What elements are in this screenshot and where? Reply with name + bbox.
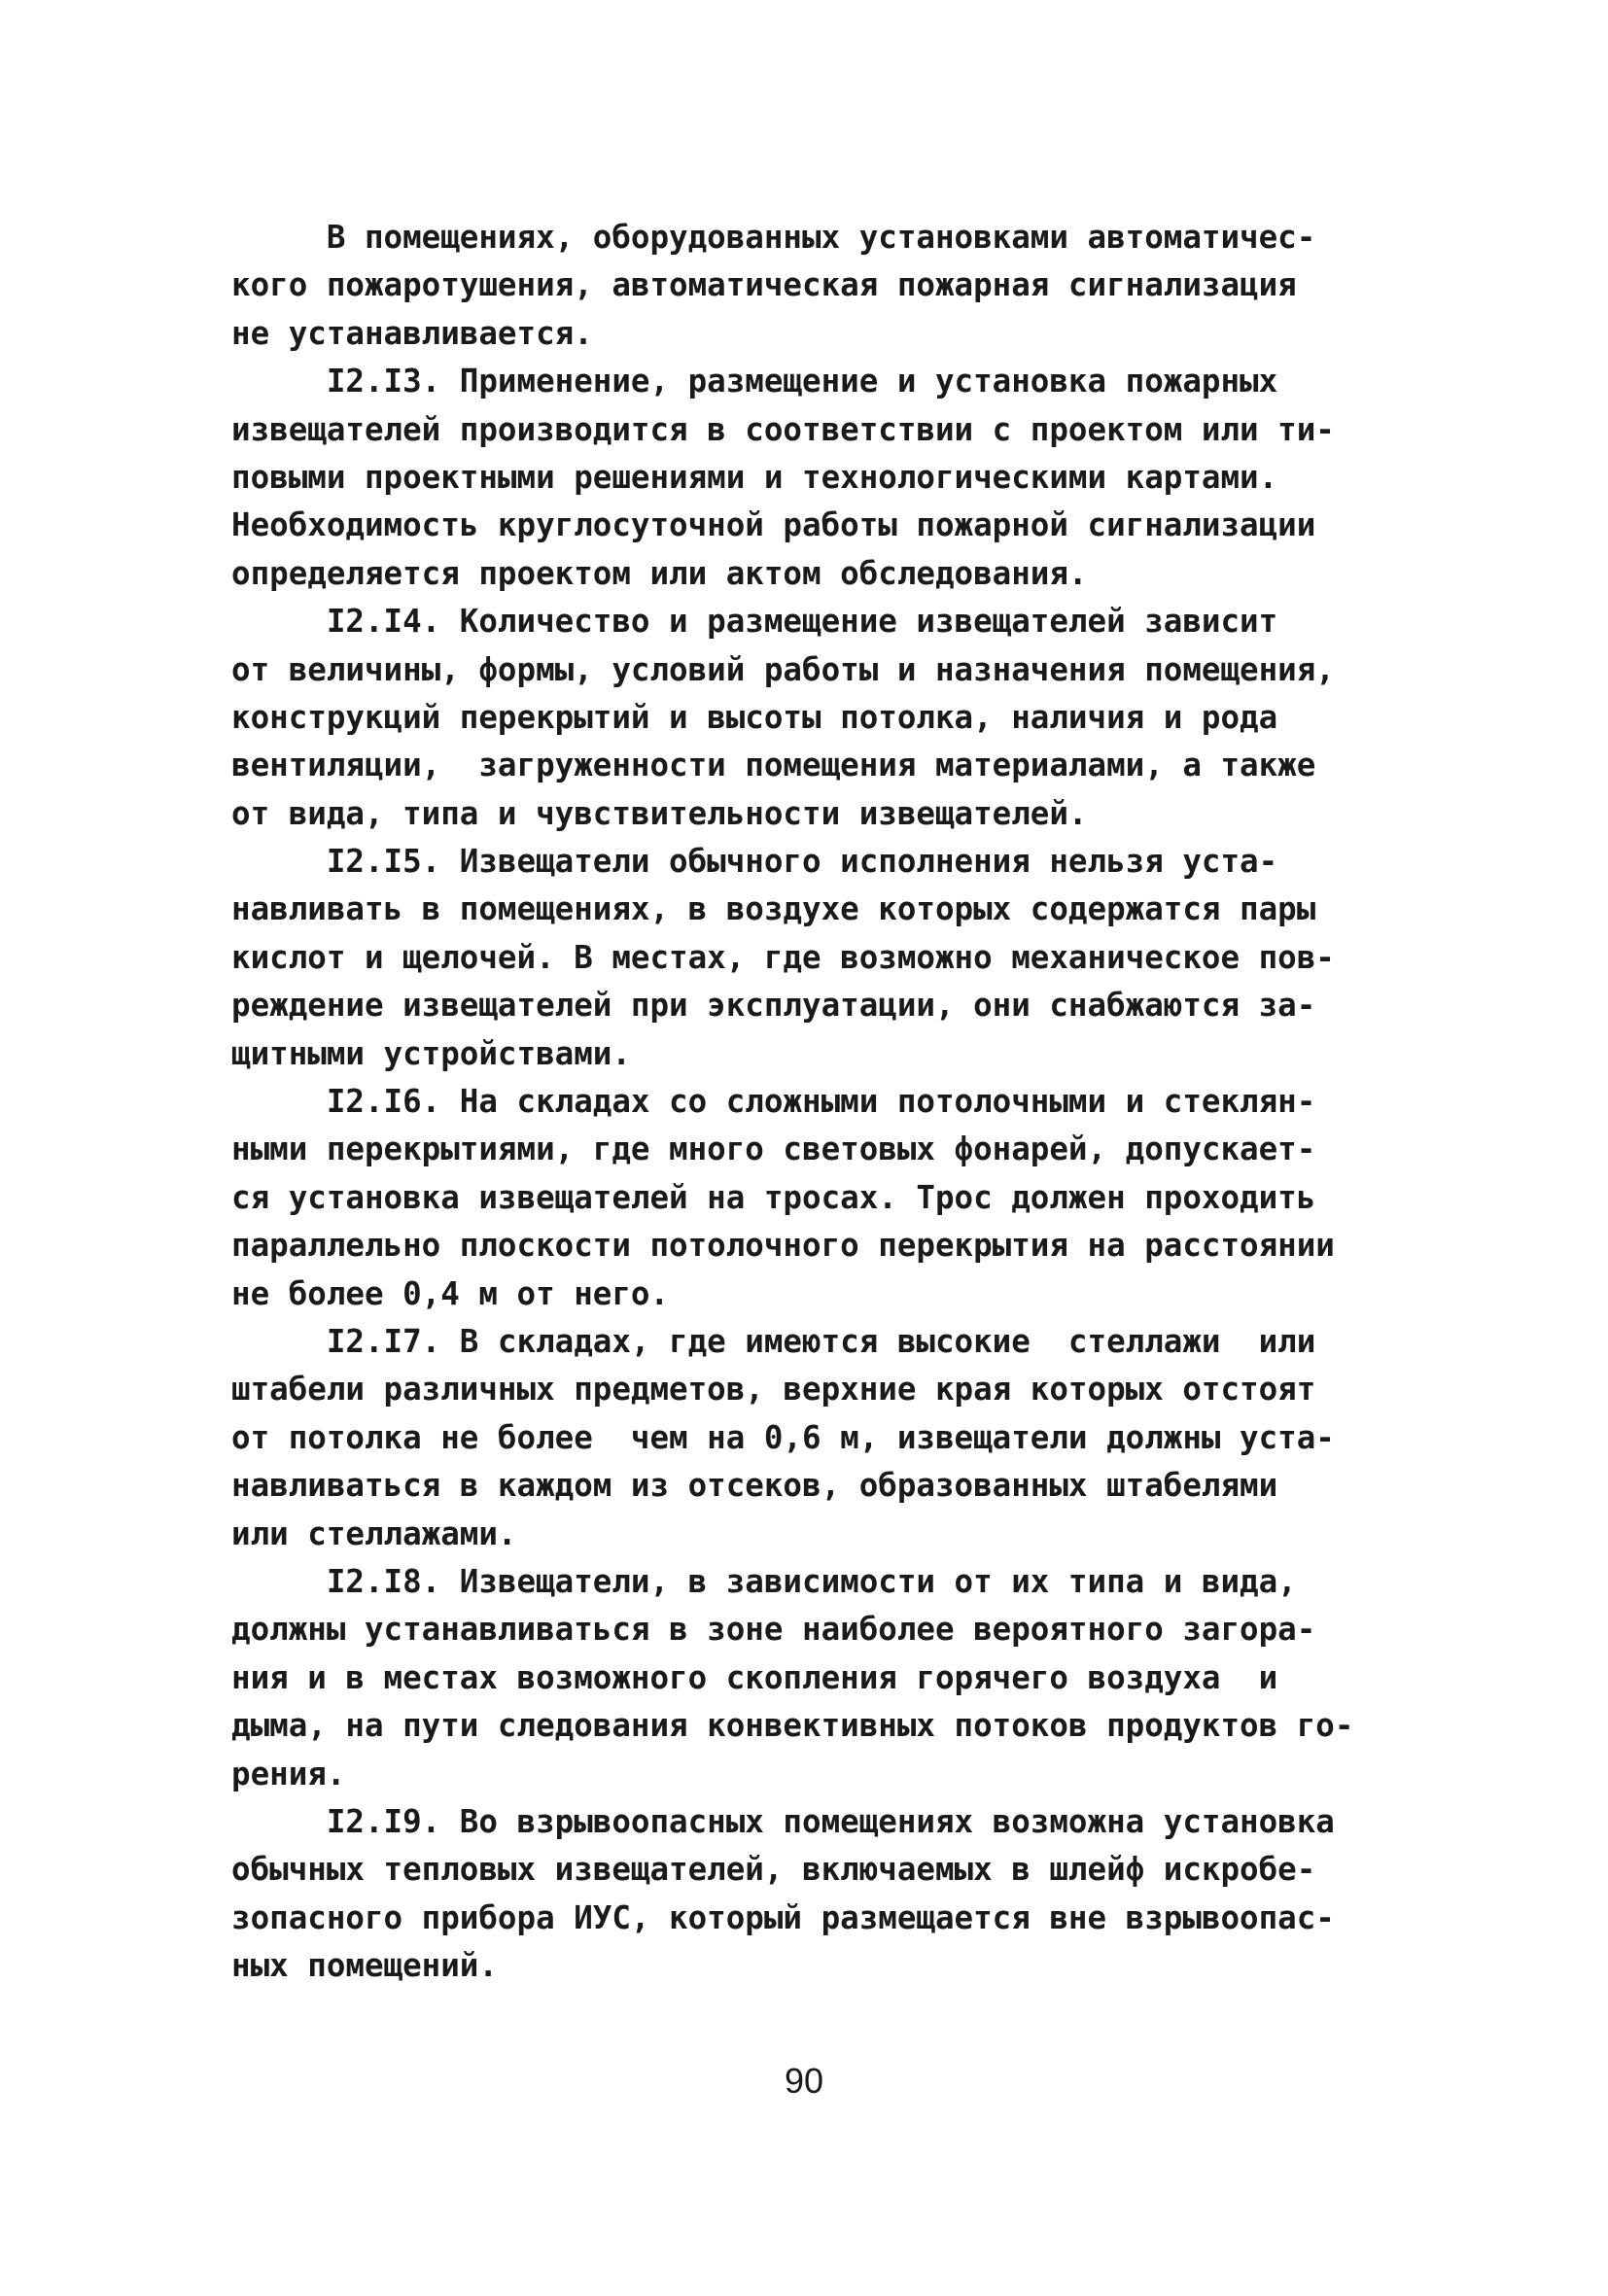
text-line: не устанавливается.: [231, 314, 593, 352]
text-line: навливаться в каждом из отсеков, образованных штабелями: [231, 1467, 1278, 1505]
text-line: от потолка не более чем на 0,6 м, извещатели должны уста-: [231, 1418, 1335, 1456]
text-line: от величины, формы, условий работы и назначения помещения,: [231, 650, 1335, 688]
text-line: извещателей производится в соответствии с проектом или ти-: [231, 410, 1335, 448]
text-line: параллельно плоскости потолочного перекрытия на расстоянии: [231, 1227, 1335, 1265]
text-line: обычных тепловых извещателей, включаемых в шлейф искробе-: [231, 1851, 1316, 1889]
text-line: повыми проектными решениями и технологическими картами.: [231, 458, 1278, 496]
text-line: В помещениях, оборудованных установками автоматичес-: [231, 219, 1316, 256]
text-line: I2.I7. В складах, где имеются высокие стеллажи или: [231, 1322, 1316, 1360]
text-line: определяется проектом или актом обследования.: [231, 554, 1088, 592]
text-line: Необходимость круглосуточной работы пожарной сигнализации: [231, 506, 1316, 544]
text-line: кого пожаротушения, автоматическая пожарная сигнализация: [231, 266, 1297, 304]
text-line: ния и в местах возможного скопления горячего воздуха и: [231, 1658, 1278, 1696]
text-line: дыма, на пути следования конвективных потоков продуктов го-: [231, 1707, 1354, 1745]
page-number: 90: [784, 2061, 824, 2101]
text-line: I2.I8. Извещатели, в зависимости от их типа и вида,: [231, 1562, 1297, 1600]
text-line: реждение извещателей при эксплуатации, они снабжаются за-: [231, 987, 1316, 1025]
text-line: ся установка извещателей на тросах. Трос должен проходить: [231, 1178, 1316, 1216]
text-line: не более 0,4 м от него.: [231, 1274, 670, 1312]
text-line: вентиляции, загруженности помещения материалами, а также: [231, 747, 1316, 784]
body-text: [231, 214, 1379, 1990]
text-line: кислот и щелочей. В местах, где возможно механическое пов-: [231, 938, 1335, 976]
text-line: щитными устройствами.: [231, 1034, 631, 1072]
text-line: штабели различных предметов, верхние края которых отстоят: [231, 1371, 1316, 1409]
text-line: I2.I3. Применение, размещение и установка пожарных: [231, 363, 1278, 400]
text-line: от вида, типа и чувствительности извещателей.: [231, 794, 1088, 832]
text-line: навливать в помещениях, в воздухе которых содержатся пары: [231, 890, 1316, 928]
text-line: ных помещений.: [231, 1947, 498, 1985]
text-line: I2.I6. На складах со сложными потолочными и стеклян-: [231, 1083, 1316, 1121]
text-line: I2.I4. Количество и размещение извещателей зависит: [231, 603, 1278, 641]
text-line: рения.: [231, 1755, 346, 1792]
text-line: должны устанавливаться в зоне наиболее вероятного загора-: [231, 1611, 1316, 1649]
text-line: конструкций перекрытий и высоты потолка, наличия и рода: [231, 698, 1278, 736]
text-line: или стеллажами.: [231, 1514, 517, 1552]
text-line: ными перекрытиями, где много световых фонарей, допускает-: [231, 1131, 1316, 1168]
text-line: I2.I5. Извещатели обычного исполнения нельзя уста-: [231, 843, 1278, 881]
text-line: I2.I9. Во взрывоопасных помещениях возможна установка: [231, 1802, 1335, 1840]
text-line: зопасного прибора ИУС, который размещается вне взрывоопас-: [231, 1898, 1335, 1936]
